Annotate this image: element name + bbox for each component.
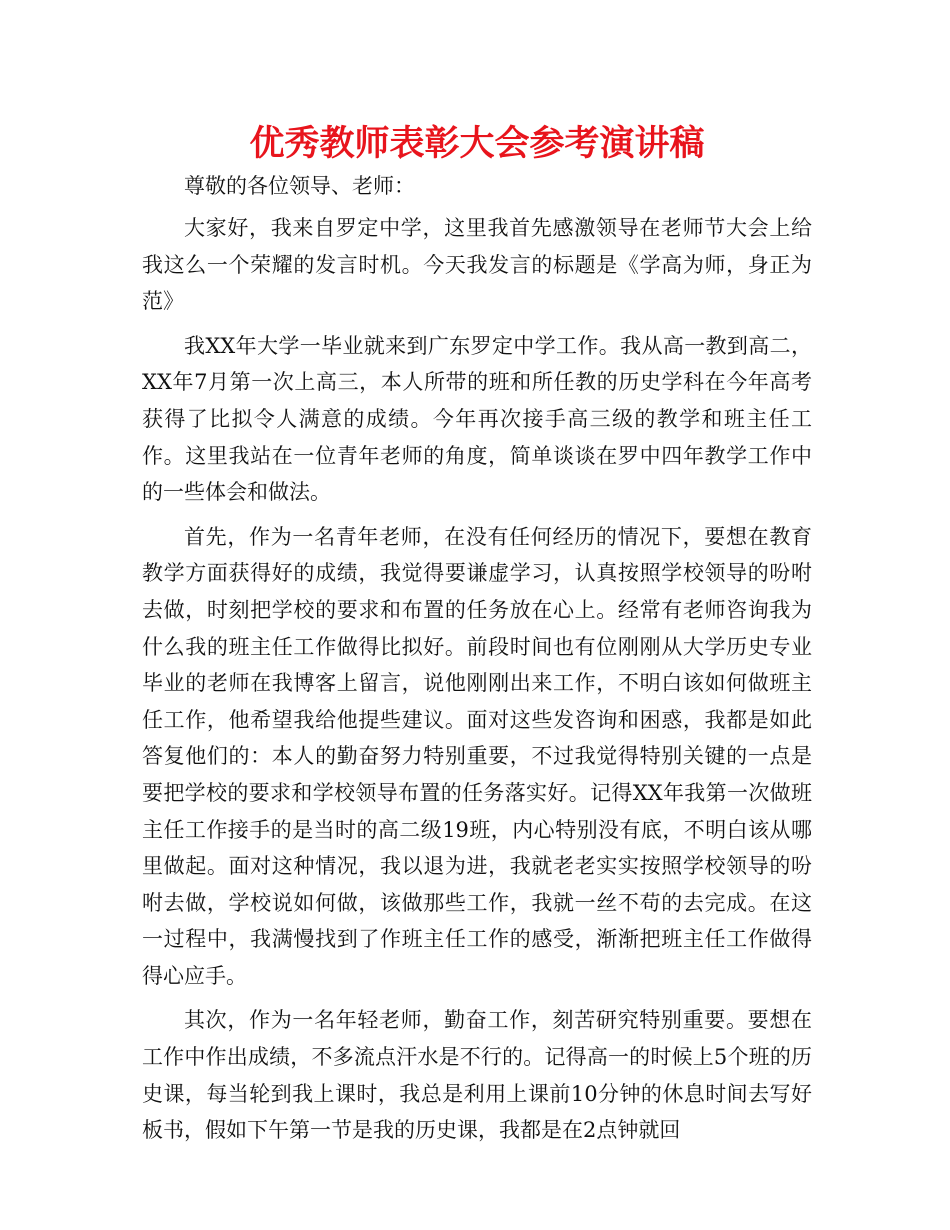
paragraph-greeting: 大家好，我来自罗定中学，这里我首先感激领导在老师节大会上给我这么一个荣耀的发言时机。今天我发言的标题是《学高为师，身正为范》 [142, 216, 812, 314]
paragraph-second-point: 其次，作为一名年轻老师，勤奋工作，刻苦研究特别重要。要想在工作中作出成绩，不多流点汗水是不行的。记得高一的时候上5个班的历史课，每当轮到我上课时，我总是利用上课前10分钟的休息时间去写好板书，假如下午第一节是我的历史课，我都是在2点钟就回 [142, 1008, 812, 1143]
paragraph-first-point: 首先，作为一名青年老师，在没有任何经历的情况下，要想在教育教学方面获得好的成绩，我觉得要谦虚学习，认真按照学校领导的吩咐去做，时刻把学校的要求和布置的任务放在心上。经常有老师咨询我为什么我的班主任工作做得比拟好。前段时间也有位刚刚从大学历史专业毕业的老师在我博客上留言，说他刚刚出来工作，不明白该如何做班主任工作，他希望我给他提些建议。面对这些发咨询和困惑，我都是如此答复他们的：本人的勤奋努力特别重要，不过我觉得特别关键的一点是要把学校的要求和学校领导布置的任务落实好。记得XX年我第一次做班主任工作接手的是当时的高二级19班，内心特别没有底，不明白该从哪里做起。面对这种情况，我以退为进，我就老老实实按照学校领导的吩咐去做，学校说如何做，该做那些工作，我就一丝不苟的去完成。在这一过程中，我满慢找到了作班主任工作的感受，渐渐把班主任工作做得得心应手。 [142, 524, 812, 988]
salutation: 尊敬的各位领导、老师： [184, 174, 415, 198]
paragraph-background: 我XX年大学一毕业就来到广东罗定中学工作。我从高一教到高二，XX年7月第一次上高三，本人所带的班和所任教的历史学科在今年高考获得了比拟令人满意的成绩。今年再次接手高三级的教学和班主任工作。这里我站在一位青年老师的角度，简单谈谈在罗中四年教学工作中的一些体会和做法。 [142, 333, 812, 505]
document-title: 优秀教师表彰大会参考演讲稿 [249, 124, 705, 164]
document-page [142, 120, 812, 1149]
